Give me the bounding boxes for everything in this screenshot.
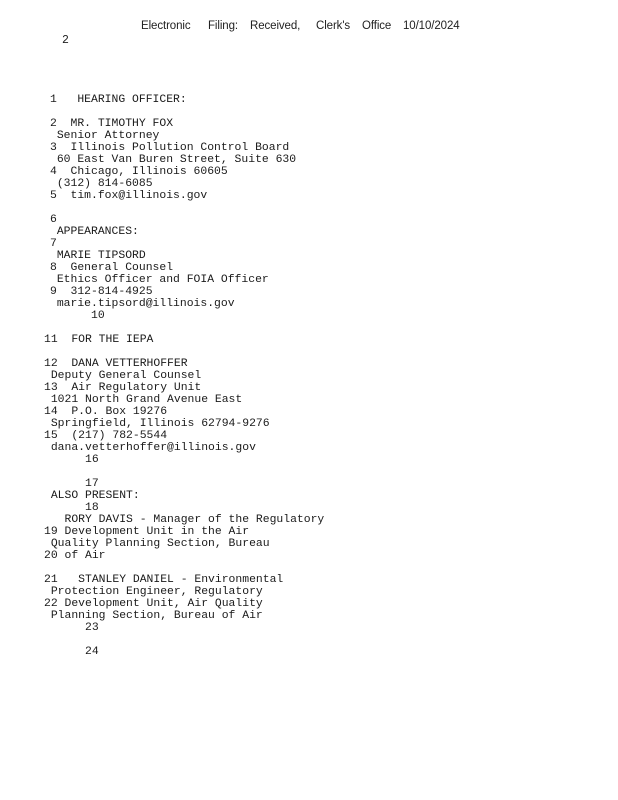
transcript-line: 3 Illinois Pollution Control Board bbox=[50, 142, 290, 154]
transcript-line: Protection Engineer, Regulatory bbox=[44, 586, 263, 598]
transcript-line: 14 P.O. Box 19276 bbox=[44, 406, 168, 418]
transcript-line: 7 bbox=[50, 238, 57, 250]
header-date: 10/10/2024 bbox=[403, 20, 460, 32]
transcript-line: Springfield, Illinois 62794-9276 bbox=[44, 418, 270, 430]
transcript-line: 19 Development Unit in the Air bbox=[44, 526, 250, 538]
transcript-line: 17 bbox=[44, 478, 99, 490]
transcript-line: 5 tim.fox@illinois.gov bbox=[50, 190, 208, 202]
transcript-line: 15 (217) 782-5544 bbox=[44, 430, 168, 442]
transcript-line: 11 FOR THE IEPA bbox=[44, 334, 154, 346]
transcript-line: 20 of Air bbox=[44, 550, 106, 562]
transcript-line: 22 Development Unit, Air Quality bbox=[44, 598, 263, 610]
transcript-line: 16 bbox=[44, 454, 99, 466]
transcript-line: Planning Section, Bureau of Air bbox=[44, 610, 263, 622]
transcript-line: 6 bbox=[50, 214, 57, 226]
transcript-line: 13 Air Regulatory Unit bbox=[44, 382, 202, 394]
transcript-line: 23 bbox=[44, 622, 99, 634]
header-filing: Filing: bbox=[208, 20, 238, 32]
transcript-line: RORY DAVIS - Manager of the Regulatory bbox=[44, 514, 325, 526]
transcript-line: 10 bbox=[50, 310, 105, 322]
transcript-line: 21 STANLEY DANIEL - Environmental bbox=[44, 574, 284, 586]
page-number: 2 bbox=[62, 34, 69, 47]
transcript-line: 60 East Van Buren Street, Suite 630 bbox=[50, 154, 297, 166]
transcript-line: Quality Planning Section, Bureau bbox=[44, 538, 270, 550]
transcript-line: marie.tipsord@illinois.gov bbox=[50, 298, 235, 310]
transcript-line: 1 HEARING OFFICER: bbox=[50, 94, 187, 106]
transcript-line: 1021 North Grand Avenue East bbox=[44, 394, 243, 406]
transcript-line: APPEARANCES: bbox=[50, 226, 139, 238]
transcript-line: 12 DANA VETTERHOFFER bbox=[44, 358, 188, 370]
transcript-line: 24 bbox=[44, 646, 99, 658]
transcript-line: (312) 814-6085 bbox=[50, 178, 153, 190]
transcript-line: 8 General Counsel bbox=[50, 262, 174, 274]
transcript-line: 2 MR. TIMOTHY FOX bbox=[50, 118, 174, 130]
transcript-line: 18 bbox=[44, 502, 99, 514]
transcript-line: MARIE TIPSORD bbox=[50, 250, 146, 262]
transcript-line: ALSO PRESENT: bbox=[44, 490, 140, 502]
transcript-line: dana.vetterhoffer@illinois.gov bbox=[44, 442, 256, 454]
transcript-line: Senior Attorney bbox=[50, 130, 160, 142]
transcript-line: 9 312-814-4925 bbox=[50, 286, 153, 298]
header-received: Received, bbox=[250, 20, 301, 32]
header-office: Office bbox=[362, 20, 392, 32]
transcript-line: 4 Chicago, Illinois 60605 bbox=[50, 166, 228, 178]
header-clerks: Clerk's bbox=[316, 20, 351, 32]
header-electronic: Electronic bbox=[141, 20, 191, 32]
transcript-line: Ethics Officer and FOIA Officer bbox=[50, 274, 269, 286]
transcript-line: Deputy General Counsel bbox=[44, 370, 202, 382]
